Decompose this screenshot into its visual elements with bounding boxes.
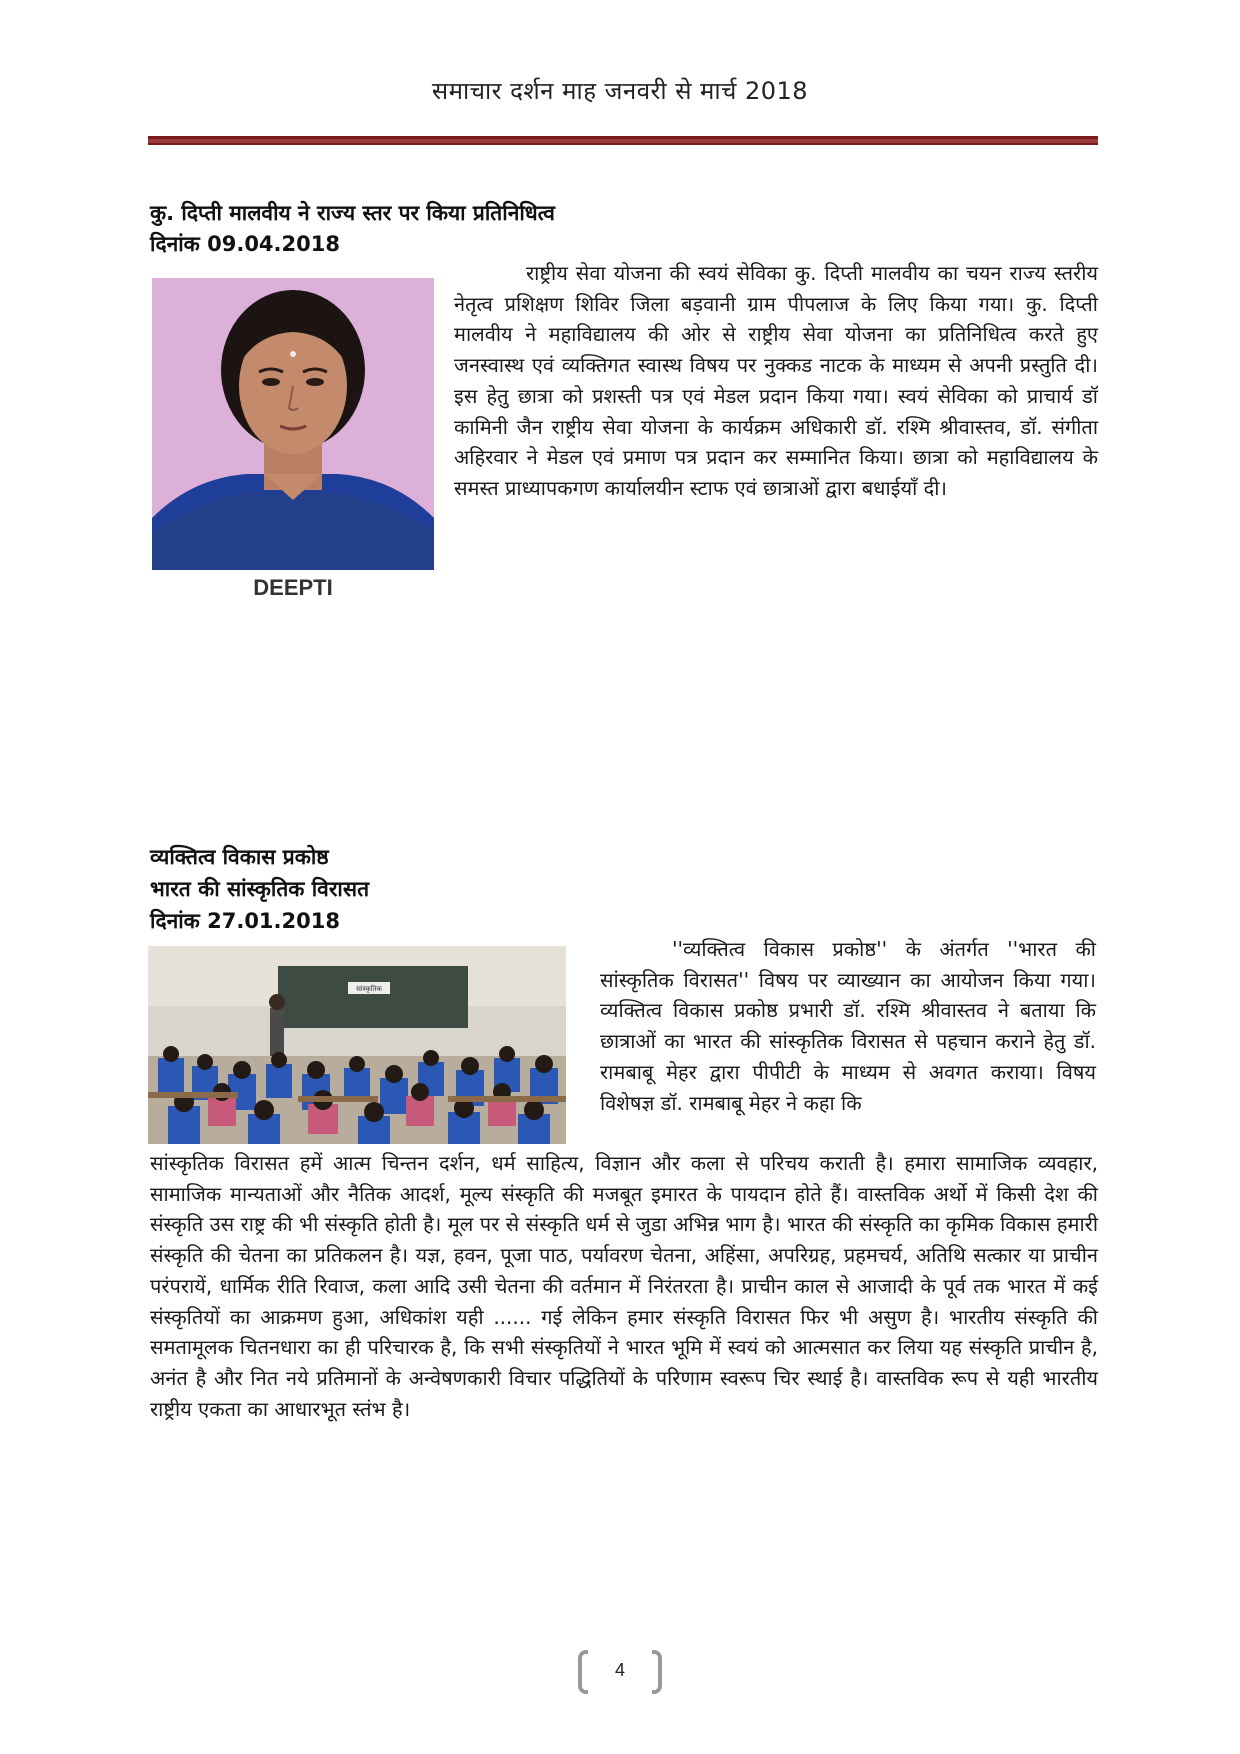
right-bracket-icon [652, 1650, 662, 1694]
article2-title-line2: भारत की सांस्कृतिक विरासत [150, 877, 370, 901]
article2-body-side-text: ''व्यक्तित्व विकास प्रकोष्ठ'' के अंतर्गत ''भारत की सांस्कृतिक विरासत'' विषय पर व्याख्यान का आयोजन किया गया। व्यक्तित्व विकास प्रकोष्ठ प्रभारी डॉ. रश्मि श्रीवास्तव ने बताया कि छात्राओं का भारत की सांस्कृतिक विरासत से पहचान कराने हेतु डॉ. रामबाबू मेहर द्वारा पीपीटी के माध्यम से अवगत कराया। विषय विशेषज्ञ डॉ. रामबाबू मेहर ने कहा कि [600, 937, 1096, 1115]
article2-body-side [600, 934, 1096, 1118]
article1-date: दिनांक 09.04.2018 [150, 232, 340, 256]
page-number-box [570, 1650, 670, 1700]
board-text: सांस्कृतिक [356, 985, 382, 993]
article1-body-text: राष्ट्रीय सेवा योजना की स्वयं सेविका कु. दिप्ती मालवीय का चयन राज्य स्तरीय नेतृत्व प्रशिक्षण शिविर जिला बड़वानी ग्राम पीपलाज के लिए किया गया। कु. दिप्ती मालवीय ने महाविद्यालय की ओर से राष्ट्रीय सेवा योजना का प्रतिनिधित्व करते हुए जनस्वास्थ एवं व्यक्तिगत स्वास्थ विषय पर नुक्कड नाटक के माध्यम से अपनी प्रस्तुति दी। इस हेतु छात्रा को प्रशस्ती पत्र एवं मेडल प्रदान किया गया। स्वयं सेविका को प्राचार्य डॉ कामिनी जैन राष्ट्रीय सेवा योजना के कार्यक्रम अधिकारी डॉ. रश्मि श्रीवास्तव, डॉ. संगीता अहिरवार ने मेडल एवं प्रमाण पत्र प्रदान कर सम्मानित किया। छात्रा को महाविद्यालय के समस्त प्राध्यापकगण कार्यालयीन स्टाफ एवं छात्राओं द्वारा बधाईयाँ दी। [454, 261, 1098, 500]
page-number: 4 [614, 1660, 625, 1680]
article2-title-line1: व्यक्तित्व विकास प्रकोष्ठ [150, 845, 329, 869]
article1-title: कु. दिप्ती मालवीय ने राज्य स्तर पर किया प्रतिनिधित्व [150, 201, 555, 225]
article2-date: दिनांक 27.01.2018 [150, 909, 340, 933]
article2-body-full: सांस्कृतिक विरासत हमें आत्म चिन्तन दर्शन, धर्म साहित्य, विज्ञान और कला से परिचय कराती है। हमारा सामाजिक व्यवहार, सामाजिक मान्यताओं और नैतिक आदर्श, मूल्य संस्कृति की मजबूत इमारत के पायदान होते हैं। वास्तविक अर्थो में किसी देश की संस्कृति उस राष्ट्र की भी संस्कृति होती है। मूल पर से संस्कृति धर्म से जुडा अभिन्न भाग है। भारत की संस्कृति का कृमिक विकास हमारी संस्कृति की चेतना का प्रतिकलन है। यज्ञ, हवन, पूजा पाठ, पर्यावरण चेतना, अहिंसा, अपरिग्रह, प्रहमचर्य, अतिथि सत्कार या प्राचीन परंपरायें, धार्मिक रीति रिवाज, कला आदि उसी चेतना की वर्तमान में निरंतरता है। प्राचीन काल से आजादी के पूर्व तक भारत में कई संस्कृतियों का आक्रमण हुआ, अधिकांश यही ...... गई लेकिन हमार संस्कृति विरासत फिर भी असुण है। भारतीय संस्कृति की समतामूलक चितनधारा का ही परिचारक है, कि सभी संस्कृतियों ने भारत भूमि में स्वयं को आत्मसात कर लिया यह संस्कृति प्राचीन है, अनंत है और नित नये प्रतिमानों के अन्वेषणकारी विचार पद्धितियों के परिणाम स्वरूप चिर स्थाई है। वास्तविक रूप से यही भारतीय राष्ट्रीय एकता का आधारभूत स्तंभ है। [150, 1151, 1098, 1421]
photo-caption: DEEPTI [152, 570, 434, 600]
classroom-lecture-photo [148, 946, 566, 1144]
article1-body [454, 258, 1098, 504]
page-header-title: समाचार दर्शन माह जनवरी से मार्च 2018 [431, 77, 809, 105]
header-divider [148, 136, 1098, 145]
classroom-illustration [148, 946, 566, 1144]
portrait-illustration [152, 278, 434, 600]
student-portrait-photo [152, 278, 434, 600]
